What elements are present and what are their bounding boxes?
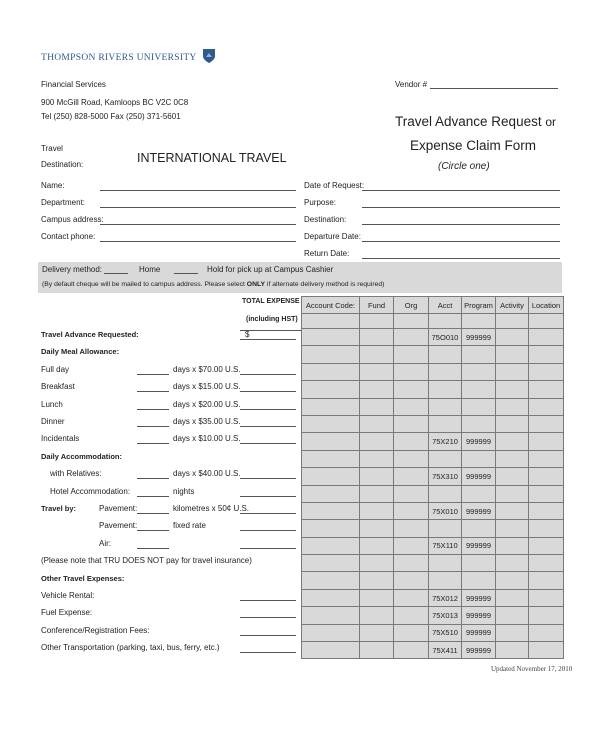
- row-label: (Please note that TRU DOES NOT pay for travel insurance): [41, 556, 252, 566]
- university-logo: [41, 48, 216, 64]
- rate-text: fixed rate: [173, 521, 206, 531]
- location-cell[interactable]: [529, 537, 564, 554]
- amount-field[interactable]: [240, 513, 296, 514]
- code-row: [302, 398, 564, 415]
- row-label: Other Travel Expenses:: [41, 573, 125, 583]
- total-expense-cell[interactable]: [302, 624, 360, 641]
- row-label: Other Transportation (parking, taxi, bus, ferry, etc.): [41, 643, 220, 653]
- program-cell[interactable]: 999999: [462, 624, 496, 641]
- fund-cell[interactable]: [360, 468, 394, 485]
- row-label: Breakfast: [41, 382, 75, 392]
- campus-address-label: Campus address:: [41, 215, 104, 224]
- code-row: [302, 363, 564, 380]
- delivery-home-check[interactable]: [104, 273, 128, 274]
- row-label: Daily Accommodation:: [41, 451, 122, 461]
- activity-cell[interactable]: [496, 468, 529, 485]
- activity-cell[interactable]: [496, 537, 529, 554]
- row-label: Hotel Accommodation:: [50, 486, 131, 496]
- quantity-field[interactable]: [137, 478, 169, 479]
- amount-field[interactable]: [240, 600, 296, 601]
- location-cell[interactable]: [529, 398, 564, 415]
- org-cell[interactable]: [394, 502, 429, 519]
- activity-cell[interactable]: [496, 433, 529, 450]
- contact-phone-field[interactable]: [100, 241, 296, 242]
- total-expense-cell[interactable]: [302, 537, 360, 554]
- row-label: Daily Meal Allowance:: [41, 347, 120, 357]
- transport-mode-label: Air:: [99, 538, 111, 548]
- amount-field[interactable]: [240, 391, 296, 392]
- code-header-5: Activity: [496, 297, 529, 314]
- fund-cell[interactable]: [360, 555, 394, 572]
- org-cell[interactable]: [394, 555, 429, 572]
- code-row: [302, 450, 564, 467]
- department-label: Department:: [41, 198, 86, 207]
- activity-cell[interactable]: [496, 346, 529, 363]
- activity-cell[interactable]: [496, 589, 529, 606]
- program-cell[interactable]: [462, 381, 496, 398]
- row-label: with Relatives:: [50, 469, 102, 479]
- form-title-line2: Expense Claim Form: [410, 138, 537, 153]
- acct-cell[interactable]: [429, 415, 462, 432]
- dept-name: Financial Services: [41, 80, 106, 89]
- activity-cell[interactable]: [496, 398, 529, 415]
- row-label: Full day: [41, 364, 70, 374]
- destination-label: Destination:: [41, 160, 84, 169]
- rate-text: days x $40.00 U.S.: [173, 469, 241, 479]
- amount-field[interactable]: [240, 496, 296, 497]
- fund-cell[interactable]: [360, 363, 394, 380]
- org-cell[interactable]: [394, 381, 429, 398]
- fund-cell[interactable]: [360, 624, 394, 641]
- activity-cell[interactable]: [496, 502, 529, 519]
- hold-option: Hold for pick up at Campus Cashier: [207, 265, 334, 274]
- total-expense-cell[interactable]: [302, 642, 360, 659]
- acct-cell[interactable]: [429, 520, 462, 537]
- org-cell[interactable]: [394, 468, 429, 485]
- row-label: Incidentals: [41, 434, 80, 444]
- location-cell[interactable]: [529, 589, 564, 606]
- amount-field[interactable]: [240, 426, 296, 427]
- total-expense-cell[interactable]: [302, 555, 360, 572]
- org-cell[interactable]: [394, 485, 429, 502]
- return-date-field[interactable]: [362, 258, 560, 259]
- quantity-field[interactable]: [137, 409, 169, 410]
- code-row: [302, 415, 564, 432]
- name-label: Name:: [41, 181, 65, 190]
- program-cell[interactable]: 999999: [462, 502, 496, 519]
- delivery-note: (By default cheque will be mailed to campus address. Please select ONLY if alternate delivery method is required): [42, 281, 385, 288]
- dollar-sign: $: [245, 330, 250, 339]
- activity-cell[interactable]: [496, 572, 529, 589]
- total-expense-cell[interactable]: [302, 589, 360, 606]
- address: 900 McGill Road, Kamloops BC V2C 0C8: [41, 98, 189, 107]
- activity-cell[interactable]: [496, 607, 529, 624]
- activity-cell[interactable]: [496, 624, 529, 641]
- fund-cell[interactable]: [360, 537, 394, 554]
- quantity-field[interactable]: [137, 496, 169, 497]
- code-row: [302, 624, 564, 641]
- org-cell[interactable]: [394, 642, 429, 659]
- total-expense-cell[interactable]: [302, 468, 360, 485]
- location-cell[interactable]: [529, 346, 564, 363]
- code-header-0: Account Code:: [302, 297, 360, 314]
- total-expense-cell[interactable]: [302, 346, 360, 363]
- acct-cell[interactable]: 75X010: [429, 502, 462, 519]
- program-cell[interactable]: [462, 346, 496, 363]
- travel-label: Travel: [41, 144, 63, 153]
- row-label: Travel by:: [41, 504, 77, 513]
- fund-cell[interactable]: [360, 415, 394, 432]
- program-cell[interactable]: 999999: [462, 329, 496, 346]
- fund-cell[interactable]: [360, 485, 394, 502]
- date-of-request-label: Date of Request:: [304, 181, 365, 190]
- form-title-line1: Travel Advance Request or: [395, 114, 557, 129]
- amount-field[interactable]: [240, 339, 296, 340]
- program-cell[interactable]: [462, 398, 496, 415]
- acct-cell[interactable]: [429, 485, 462, 502]
- amount-field[interactable]: [240, 478, 296, 479]
- code-header-1: Fund: [360, 297, 394, 314]
- org-cell[interactable]: [394, 624, 429, 641]
- return-date-label: Return Date:: [304, 249, 350, 258]
- program-cell[interactable]: [462, 485, 496, 502]
- quantity-field[interactable]: [137, 426, 169, 427]
- program-cell[interactable]: [462, 450, 496, 467]
- code-row: [302, 607, 564, 624]
- total-expense-header: TOTAL EXPENSE: [242, 298, 300, 305]
- total-expense-cell[interactable]: [302, 502, 360, 519]
- vendor-label: Vendor #: [395, 80, 428, 89]
- crest-icon: [202, 48, 216, 64]
- total-expense-cell[interactable]: [302, 572, 360, 589]
- amount-field[interactable]: [240, 374, 296, 375]
- location-cell[interactable]: [529, 502, 564, 519]
- code-row: [302, 520, 564, 537]
- vendor-field[interactable]: [430, 88, 558, 89]
- program-cell[interactable]: 999999: [462, 468, 496, 485]
- acct-cell[interactable]: [429, 398, 462, 415]
- location-cell[interactable]: [529, 381, 564, 398]
- total-expense-cell[interactable]: [302, 450, 360, 467]
- org-cell[interactable]: [394, 450, 429, 467]
- fund-cell[interactable]: [360, 520, 394, 537]
- code-row: [302, 642, 564, 659]
- account-code-table: [301, 296, 564, 659]
- code-row: [302, 346, 564, 363]
- activity-cell[interactable]: [496, 363, 529, 380]
- total-expense-cell[interactable]: [302, 415, 360, 432]
- location-cell[interactable]: [529, 485, 564, 502]
- quantity-field[interactable]: [137, 391, 169, 392]
- location-cell[interactable]: [529, 433, 564, 450]
- fund-cell[interactable]: [360, 642, 394, 659]
- row-label: Lunch: [41, 399, 63, 409]
- acct-cell[interactable]: 75X310: [429, 468, 462, 485]
- location-cell[interactable]: [529, 624, 564, 641]
- org-cell[interactable]: [394, 589, 429, 606]
- contact-phone-label: Contact phone:: [41, 232, 96, 241]
- row-label: Dinner: [41, 417, 65, 426]
- acct-cell[interactable]: [429, 572, 462, 589]
- location-cell[interactable]: [529, 450, 564, 467]
- code-row: [302, 502, 564, 519]
- fund-cell[interactable]: [360, 433, 394, 450]
- org-cell[interactable]: [394, 329, 429, 346]
- org-cell[interactable]: [394, 537, 429, 554]
- activity-cell[interactable]: [496, 381, 529, 398]
- location-cell[interactable]: [529, 468, 564, 485]
- rate-text: kilometres x 50¢ U.S.: [173, 504, 250, 513]
- org-cell[interactable]: [394, 363, 429, 380]
- row-label: Conference/Registration Fees:: [41, 625, 150, 635]
- circle-one-note: (Circle one): [438, 161, 490, 172]
- code-row: [302, 433, 564, 450]
- total-expense-cell[interactable]: [302, 485, 360, 502]
- destination-field-label: Destination:: [304, 215, 347, 224]
- location-cell[interactable]: [529, 572, 564, 589]
- acct-cell[interactable]: 75X013: [429, 607, 462, 624]
- fund-cell[interactable]: [360, 398, 394, 415]
- activity-cell[interactable]: [496, 520, 529, 537]
- purpose-field[interactable]: [362, 207, 560, 208]
- total-expense-cell[interactable]: [302, 520, 360, 537]
- program-cell[interactable]: 999999: [462, 433, 496, 450]
- org-cell[interactable]: [394, 520, 429, 537]
- rate-text: days x $15.00 U.S.: [173, 382, 241, 392]
- code-header-spacer: [394, 314, 429, 329]
- org-cell[interactable]: [394, 398, 429, 415]
- code-row: [302, 329, 564, 346]
- fund-cell[interactable]: [360, 381, 394, 398]
- purpose-label: Purpose:: [304, 198, 337, 207]
- amount-field[interactable]: [240, 617, 296, 618]
- home-option: Home: [139, 265, 161, 274]
- fund-cell[interactable]: [360, 589, 394, 606]
- code-header-spacer: [462, 314, 496, 329]
- departure-date-label: Departure Date:: [304, 232, 361, 241]
- acct-cell[interactable]: 75X110: [429, 537, 462, 554]
- acct-cell[interactable]: [429, 381, 462, 398]
- code-header-spacer: [302, 314, 360, 329]
- location-cell[interactable]: [529, 642, 564, 659]
- program-cell[interactable]: [462, 363, 496, 380]
- total-expense-cell[interactable]: [302, 433, 360, 450]
- total-expense-cell[interactable]: [302, 329, 360, 346]
- acct-cell[interactable]: [429, 346, 462, 363]
- travel-type: INTERNATIONAL TRAVEL: [137, 151, 287, 165]
- quantity-field[interactable]: [137, 374, 169, 375]
- amount-field[interactable]: [240, 548, 296, 549]
- total-expense-cell[interactable]: [302, 398, 360, 415]
- activity-cell[interactable]: [496, 329, 529, 346]
- org-cell[interactable]: [394, 346, 429, 363]
- delivery-method-label: Delivery method:: [42, 265, 103, 274]
- fund-cell[interactable]: [360, 450, 394, 467]
- code-header-6: Location: [529, 297, 564, 314]
- amount-field[interactable]: [240, 443, 296, 444]
- total-expense-subheader: (including HST): [246, 316, 298, 323]
- fund-cell[interactable]: [360, 329, 394, 346]
- fund-cell[interactable]: [360, 572, 394, 589]
- quantity-field[interactable]: [137, 548, 169, 549]
- acct-cell[interactable]: [429, 555, 462, 572]
- name-field[interactable]: [100, 190, 296, 191]
- rate-text: days x $20.00 U.S.: [173, 399, 241, 409]
- code-header-spacer: [429, 314, 462, 329]
- code-row: [302, 537, 564, 554]
- quantity-field[interactable]: [137, 530, 169, 531]
- amount-field[interactable]: [240, 652, 296, 653]
- university-name: THOMPSON RIVERS UNIVERSITY: [41, 53, 197, 63]
- date-of-request-field[interactable]: [362, 190, 560, 191]
- acct-cell[interactable]: [429, 450, 462, 467]
- code-row: [302, 589, 564, 606]
- program-cell[interactable]: [462, 572, 496, 589]
- code-row: [302, 468, 564, 485]
- code-header-spacer: [529, 314, 564, 329]
- quantity-field[interactable]: [137, 513, 169, 514]
- activity-cell[interactable]: [496, 642, 529, 659]
- org-cell[interactable]: [394, 607, 429, 624]
- total-expense-cell[interactable]: [302, 381, 360, 398]
- activity-cell[interactable]: [496, 485, 529, 502]
- acct-cell[interactable]: 75X510: [429, 624, 462, 641]
- fund-cell[interactable]: [360, 346, 394, 363]
- departure-date-field[interactable]: [362, 241, 560, 242]
- location-cell[interactable]: [529, 607, 564, 624]
- row-label: Fuel Expense:: [41, 608, 93, 618]
- rate-text: days x $35.00 U.S.: [173, 417, 241, 426]
- updated-date: Updated November 17, 2010: [491, 665, 573, 673]
- location-cell[interactable]: [529, 520, 564, 537]
- transport-mode-label: Pavement:: [99, 521, 138, 531]
- activity-cell[interactable]: [496, 450, 529, 467]
- destination-field[interactable]: [362, 224, 560, 225]
- code-header-4: Program: [462, 297, 496, 314]
- program-cell[interactable]: [462, 555, 496, 572]
- activity-cell[interactable]: [496, 415, 529, 432]
- code-header-spacer: [360, 314, 394, 329]
- code-row: [302, 572, 564, 589]
- acct-cell[interactable]: 75X411: [429, 642, 462, 659]
- code-row: [302, 381, 564, 398]
- acct-cell[interactable]: 75X210: [429, 433, 462, 450]
- location-cell[interactable]: [529, 329, 564, 346]
- amount-field[interactable]: [240, 635, 296, 636]
- rate-text: days x $10.00 U.S.: [173, 434, 241, 444]
- code-row: [302, 555, 564, 572]
- code-header-2: Org: [394, 297, 429, 314]
- location-cell[interactable]: [529, 415, 564, 432]
- org-cell[interactable]: [394, 415, 429, 432]
- code-header-spacer: [496, 314, 529, 329]
- program-cell[interactable]: [462, 415, 496, 432]
- location-cell[interactable]: [529, 363, 564, 380]
- program-cell[interactable]: 999999: [462, 607, 496, 624]
- campus-address-field[interactable]: [100, 224, 296, 225]
- org-cell[interactable]: [394, 433, 429, 450]
- acct-cell[interactable]: [429, 363, 462, 380]
- code-row: [302, 485, 564, 502]
- org-cell[interactable]: [394, 572, 429, 589]
- row-label: Vehicle Rental:: [41, 591, 95, 600]
- program-cell[interactable]: 999999: [462, 589, 496, 606]
- total-expense-cell[interactable]: [302, 607, 360, 624]
- transport-mode-label: Pavement:: [99, 504, 138, 513]
- rate-text: nights: [173, 486, 195, 496]
- fund-cell[interactable]: [360, 502, 394, 519]
- phone: Tel (250) 828-5000 Fax (250) 371-5601: [41, 112, 181, 121]
- amount-field[interactable]: [240, 530, 296, 531]
- row-label: Travel Advance Requested:: [41, 330, 139, 339]
- department-field[interactable]: [100, 207, 296, 208]
- program-cell[interactable]: 999999: [462, 537, 496, 554]
- code-header-3: Acct: [429, 297, 462, 314]
- fund-cell[interactable]: [360, 607, 394, 624]
- program-cell[interactable]: 999999: [462, 642, 496, 659]
- program-cell[interactable]: [462, 520, 496, 537]
- delivery-hold-check[interactable]: [174, 273, 198, 274]
- location-cell[interactable]: [529, 555, 564, 572]
- activity-cell[interactable]: [496, 555, 529, 572]
- amount-field[interactable]: [240, 409, 296, 410]
- acct-cell[interactable]: 75O010: [429, 329, 462, 346]
- total-expense-cell[interactable]: [302, 363, 360, 380]
- acct-cell[interactable]: 75X012: [429, 589, 462, 606]
- rate-text: days x $70.00 U.S.: [173, 364, 241, 374]
- quantity-field[interactable]: [137, 443, 169, 444]
